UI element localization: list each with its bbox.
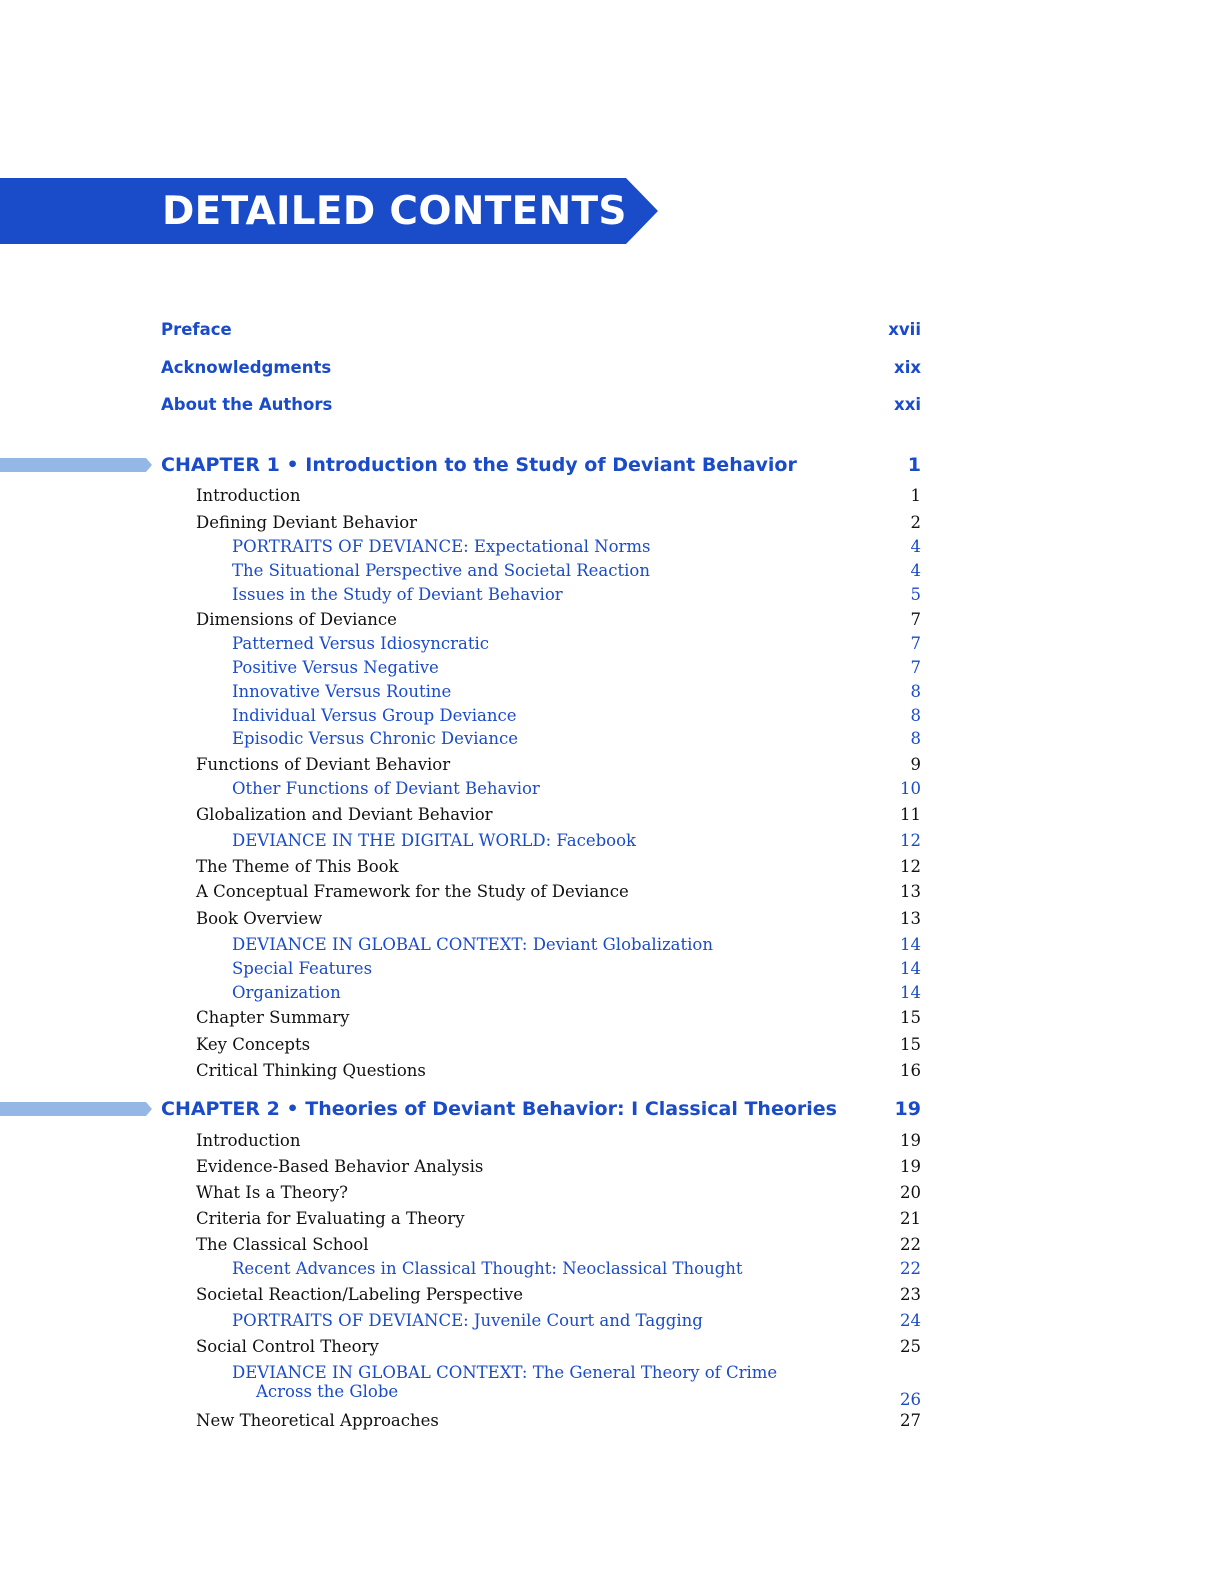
toc-page-number: xix [894, 358, 921, 377]
toc-entry-label: Individual Versus Group Deviance [232, 706, 517, 725]
toc-subentry[interactable] [232, 729, 921, 748]
toc-page-number: xxi [894, 395, 921, 414]
toc-entry-label: PORTRAITS OF DEVIANCE: Expectational Norms [232, 537, 651, 556]
toc-page-number: 7 [910, 658, 921, 677]
toc-page-number: 16 [900, 1061, 921, 1080]
toc-page-number: 12 [900, 831, 921, 850]
toc-entry[interactable] [196, 1157, 921, 1176]
toc-entry[interactable] [196, 1411, 921, 1430]
toc-entry-label: Functions of Deviant Behavior [196, 755, 451, 774]
toc-entry-label: Defining Deviant Behavior [196, 513, 418, 532]
toc-page-number: 11 [900, 805, 921, 824]
toc-subentry[interactable] [232, 831, 921, 850]
toc-subentry[interactable] [232, 983, 921, 1002]
toc-subentry[interactable] [232, 779, 921, 798]
toc-entry[interactable] [196, 1209, 921, 1228]
toc-page-number: xvii [888, 320, 921, 339]
toc-page-number: 1 [910, 486, 921, 505]
toc-page-number: 2 [910, 513, 921, 532]
toc-page-number: 7 [910, 634, 921, 653]
toc-subentry[interactable] [232, 682, 921, 701]
toc-page-number: 10 [900, 779, 921, 798]
toc-entry-label: Social Control Theory [196, 1337, 379, 1356]
toc-entry[interactable] [196, 1337, 921, 1356]
toc-entry-label: A Conceptual Framework for the Study of Deviance [196, 882, 629, 901]
toc-entry-label: Acknowledgments [161, 358, 332, 377]
toc-entry[interactable] [196, 1008, 921, 1027]
toc-entry-preface[interactable] [161, 320, 921, 339]
toc-entry-label: Critical Thinking Questions [196, 1061, 426, 1080]
toc-page-number: 25 [900, 1337, 921, 1356]
toc-page-number: 8 [910, 706, 921, 725]
toc-entry-label: Globalization and Deviant Behavior [196, 805, 493, 824]
toc-subentry[interactable] [232, 634, 921, 653]
toc-entry-label: About the Authors [161, 395, 333, 414]
toc-entry-label: The Situational Perspective and Societal Reaction [232, 561, 650, 580]
toc-entry-label-continuation: Across the Globe [256, 1382, 399, 1401]
toc-entry[interactable] [196, 857, 921, 876]
toc-entry[interactable] [196, 1131, 921, 1150]
toc-entry-label: Positive Versus Negative [232, 658, 439, 677]
toc-page-number: 8 [910, 729, 921, 748]
toc-page-number: 23 [900, 1285, 921, 1304]
toc-page-number: 7 [910, 610, 921, 629]
toc-entry-label: Patterned Versus Idiosyncratic [232, 634, 489, 653]
chapter-marker-bar [0, 458, 152, 472]
toc-page-number: 24 [900, 1311, 921, 1330]
toc-entry-label: Other Functions of Deviant Behavior [232, 779, 540, 798]
toc-entry[interactable] [196, 755, 921, 774]
toc-entry-label: Societal Reaction/Labeling Perspective [196, 1285, 523, 1304]
toc-page-number: 27 [900, 1411, 921, 1430]
toc-entry[interactable] [196, 1035, 921, 1054]
toc-entry-label: Key Concepts [196, 1035, 311, 1054]
toc-entry[interactable] [196, 909, 921, 928]
toc-entry-label: The Classical School [196, 1235, 369, 1254]
toc-entry-label: Recent Advances in Classical Thought: Neoclassical Thought [232, 1259, 743, 1278]
toc-entry-label: Special Features [232, 959, 373, 978]
chapter-page-number: 1 [907, 454, 921, 476]
toc-entry-label: Book Overview [196, 909, 323, 928]
toc-entry-label: PORTRAITS OF DEVIANCE: Juvenile Court and Tagging [232, 1311, 703, 1330]
toc-entry-label: DEVIANCE IN THE DIGITAL WORLD: Facebook [232, 831, 637, 850]
toc-entry[interactable] [196, 513, 921, 532]
toc-entry-label: Introduction [196, 1131, 301, 1150]
toc-subentry[interactable] [232, 537, 921, 556]
toc-subentry[interactable] [232, 585, 921, 604]
toc-page-number: 19 [900, 1157, 921, 1176]
toc-entry-label: DEVIANCE IN GLOBAL CONTEXT: The General Theory of Crime [232, 1363, 778, 1382]
toc-entry[interactable] [196, 1061, 921, 1080]
toc-page-number: 14 [900, 983, 921, 1002]
contents-banner [0, 178, 658, 244]
toc-entry-label: What Is a Theory? [196, 1183, 348, 1202]
chapter-title: CHAPTER 2 • Theories of Deviant Behavior: I Classical Theories [161, 1098, 837, 1120]
page-title: DETAILED CONTENTS [162, 189, 627, 234]
toc-subentry[interactable] [232, 706, 921, 725]
toc-subentry[interactable] [232, 1363, 921, 1409]
toc-entry[interactable] [196, 486, 921, 505]
toc-page-number: 14 [900, 959, 921, 978]
toc-entry-label: Chapter Summary [196, 1008, 350, 1027]
toc-entry-label: Innovative Versus Routine [232, 682, 452, 701]
toc-entry-label: Dimensions of Deviance [196, 610, 397, 629]
toc-entry-label: Organization [232, 983, 341, 1002]
toc-entry-about-the-authors[interactable] [161, 395, 921, 414]
toc-page-number: 26 [900, 1390, 921, 1409]
toc-page-number: 20 [900, 1183, 921, 1202]
toc-page-number: 8 [910, 682, 921, 701]
toc-subentry[interactable] [232, 658, 921, 677]
toc-subentry[interactable] [232, 1259, 921, 1278]
toc-page-number: 4 [910, 561, 921, 580]
toc-entry[interactable] [196, 1285, 921, 1304]
toc-page-number: 15 [900, 1008, 921, 1027]
toc-page-number: 13 [900, 882, 921, 901]
toc-subentry[interactable] [232, 935, 921, 954]
toc-subentry[interactable] [232, 561, 921, 580]
toc-page-number: 22 [900, 1259, 921, 1278]
toc-entry[interactable] [196, 805, 921, 824]
toc-page-number: 14 [900, 935, 921, 954]
chapter-heading-2[interactable] [161, 1098, 921, 1120]
chapter-title: CHAPTER 1 • Introduction to the Study of Deviant Behavior [161, 454, 797, 476]
toc-entry-label: Preface [161, 320, 232, 339]
toc-page-number: 9 [910, 755, 921, 774]
toc-subentry[interactable] [232, 959, 921, 978]
toc-page-number: 5 [910, 585, 921, 604]
toc-entry-label: Introduction [196, 486, 301, 505]
chapter-heading-1[interactable] [161, 454, 921, 476]
toc-entry[interactable] [196, 610, 921, 629]
toc-entry-label: The Theme of This Book [196, 857, 399, 876]
toc-page-number: 15 [900, 1035, 921, 1054]
toc-entry[interactable] [196, 1183, 921, 1202]
toc-page-number: 21 [900, 1209, 921, 1228]
toc-page-number: 4 [910, 537, 921, 556]
toc-entry-label: New Theoretical Approaches [196, 1411, 439, 1430]
toc-entry-label: Evidence-Based Behavior Analysis [196, 1157, 484, 1176]
toc-page-number: 19 [900, 1131, 921, 1150]
toc-entry-label: Issues in the Study of Deviant Behavior [232, 585, 563, 604]
toc-entry[interactable] [196, 882, 921, 901]
toc-entry[interactable] [196, 1235, 921, 1254]
toc-entry-acknowledgments[interactable] [161, 358, 921, 377]
toc-entry-label: Criteria for Evaluating a Theory [196, 1209, 465, 1228]
toc-entry-label: DEVIANCE IN GLOBAL CONTEXT: Deviant Globalization [232, 935, 713, 954]
toc-page-number: 12 [900, 857, 921, 876]
toc-entry-label: Episodic Versus Chronic Deviance [232, 729, 518, 748]
toc-subentry[interactable] [232, 1311, 921, 1330]
chapter-marker-bar [0, 1102, 152, 1116]
toc-page-number: 13 [900, 909, 921, 928]
chapter-page-number: 19 [894, 1098, 921, 1120]
toc-page-number: 22 [900, 1235, 921, 1254]
